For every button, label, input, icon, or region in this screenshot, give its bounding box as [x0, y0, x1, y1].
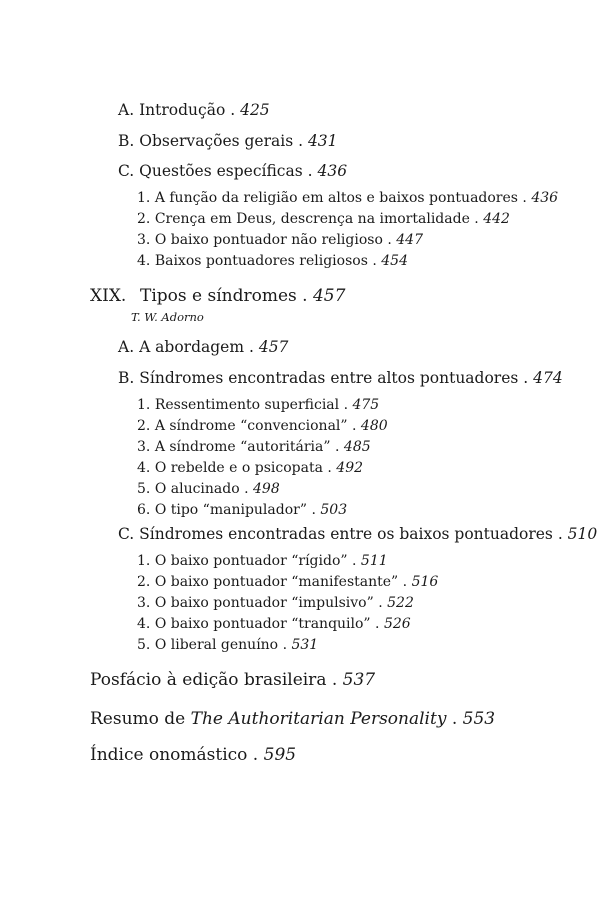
separator: . — [552, 525, 568, 543]
section-title: Síndromes encontradas entre os baixos pontuadores — [139, 525, 553, 543]
toc-entry-subsection — [137, 398, 379, 412]
page-number: 425 — [240, 101, 270, 119]
toc-entry-section — [118, 103, 270, 119]
subsection-title: O rebelde e o psicopata — [154, 460, 323, 476]
page-number: 480 — [360, 418, 388, 434]
subsection-number: 6. — [137, 502, 151, 518]
toc-entry-subsection — [137, 233, 423, 247]
chapter-author: T. W. Adorno — [131, 310, 204, 324]
page-number: 510 — [567, 525, 598, 543]
subsection-title: O baixo pontuador “impulsivo” — [154, 595, 374, 611]
subsection-number: 4. — [137, 460, 151, 476]
backmatter-title: Posfácio à edição brasileira — [90, 670, 327, 690]
separator: . — [244, 338, 259, 356]
toc-entry-subsection — [137, 191, 558, 205]
toc-entry-subsection — [137, 554, 388, 568]
subsection-number: 2. — [137, 418, 151, 434]
page-number: 498 — [253, 481, 280, 497]
section-title: Observações gerais — [139, 132, 294, 150]
section-title: Síndromes encontradas entre altos pontuadores — [139, 369, 519, 387]
separator: . — [469, 211, 484, 227]
separator: . — [293, 132, 308, 150]
separator: . — [339, 397, 353, 413]
separator: . — [367, 253, 382, 269]
subsection-number: 1. — [137, 190, 151, 206]
toc-entry-subsection — [137, 419, 388, 433]
subsection-title: A função da religião em altos e baixos pontuadores — [154, 190, 518, 206]
separator: . — [278, 637, 292, 653]
separator: . — [307, 502, 321, 518]
subsection-number: 2. — [137, 211, 151, 227]
page-number: 492 — [336, 460, 364, 476]
toc-entry-subsection — [137, 596, 414, 610]
toc-entry-subsection — [137, 212, 510, 226]
page-number: 522 — [387, 595, 414, 611]
section-letter: B. — [118, 369, 135, 387]
separator: . — [370, 616, 384, 632]
section-letter: C. — [118, 162, 135, 180]
page-number: 475 — [352, 397, 380, 413]
separator: . — [398, 574, 412, 590]
separator: . — [247, 745, 264, 765]
toc-entry-subsection — [137, 503, 347, 517]
subsection-number: 4. — [137, 253, 151, 269]
subsection-number: 4. — [137, 616, 151, 632]
page-number: 454 — [381, 253, 408, 269]
section-title: Introdução — [139, 101, 226, 119]
toc-entry-subsection — [137, 575, 438, 589]
page-number: 595 — [263, 745, 297, 765]
toc-entry-subsection — [137, 254, 408, 268]
separator: . — [302, 162, 318, 180]
subsection-title: O baixo pontuador “rígido” — [154, 553, 348, 569]
subsection-number: 3. — [137, 232, 151, 248]
subsection-title: Baixos pontuadores religiosos — [154, 253, 368, 269]
subsection-title: A síndrome “autoritária” — [154, 439, 331, 455]
separator: . — [382, 232, 397, 248]
toc-entry-subsection — [137, 440, 371, 454]
subsection-title: O baixo pontuador não religioso — [154, 232, 383, 248]
section-letter: A. — [118, 338, 135, 356]
page-number: 436 — [531, 190, 559, 206]
section-letter: C. — [118, 525, 135, 543]
page-number: 457 — [258, 338, 289, 356]
page-number: 431 — [307, 132, 338, 150]
separator: . — [296, 286, 313, 306]
section-letter: A. — [118, 101, 135, 119]
separator: . — [518, 369, 534, 387]
separator: . — [373, 595, 388, 611]
separator: . — [446, 709, 463, 729]
separator: . — [347, 553, 361, 569]
backmatter-title: Resumo de — [90, 709, 191, 729]
toc-entry-subsection — [137, 482, 280, 496]
page-number: 442 — [483, 211, 510, 227]
section-title: A abordagem — [139, 338, 245, 356]
page-number: 447 — [396, 232, 423, 248]
subsection-title: O tipo “manipulador” — [154, 502, 308, 518]
page-number: 516 — [411, 574, 439, 590]
toc-entry-section — [118, 527, 597, 543]
backmatter-title: Índice onomástico — [90, 745, 248, 765]
separator: . — [326, 670, 343, 690]
subsection-number: 3. — [137, 439, 151, 455]
page-number: 457 — [312, 286, 346, 306]
page-number: 537 — [342, 670, 376, 690]
page-number: 526 — [383, 616, 411, 632]
separator: . — [322, 460, 337, 476]
subsection-title: A síndrome “convencional” — [154, 418, 348, 434]
toc-entry-subsection — [137, 617, 411, 631]
subsection-number: 1. — [137, 397, 151, 413]
subsection-title: Ressentimento superficial — [154, 397, 340, 413]
book-title: The Authoritarian Personality — [190, 709, 447, 729]
separator: . — [347, 418, 361, 434]
separator: . — [517, 190, 532, 206]
page-number: 531 — [291, 637, 319, 653]
subsection-number: 1. — [137, 553, 151, 569]
separator: . — [225, 101, 241, 119]
page-number: 436 — [317, 162, 348, 180]
toc-entry-chapter — [90, 288, 345, 305]
toc-entry-backmatter — [90, 747, 296, 764]
page-number: 511 — [360, 553, 388, 569]
page-number: 474 — [533, 369, 563, 387]
subsection-title: O alucinado — [154, 481, 240, 497]
subsection-number: 3. — [137, 595, 151, 611]
toc-entry-backmatter — [90, 672, 375, 689]
toc-entry-section — [118, 164, 347, 180]
page-number: 553 — [462, 709, 496, 729]
subsection-title: O baixo pontuador “tranquilo” — [154, 616, 371, 632]
chapter-title: Tipos e síndromes — [140, 286, 297, 306]
subsection-title: Crença em Deus, descrença na imortalidade — [154, 211, 470, 227]
toc-entry-backmatter — [90, 711, 495, 728]
section-letter: B. — [118, 132, 135, 150]
toc-entry-subsection — [137, 461, 363, 475]
subsection-title: O baixo pontuador “manifestante” — [154, 574, 399, 590]
chapter-number: XIX. — [90, 286, 127, 306]
separator: . — [330, 439, 344, 455]
subsection-number: 2. — [137, 574, 151, 590]
toc-entry-subsection — [137, 638, 318, 652]
toc-entry-section — [118, 134, 338, 150]
subsection-number: 5. — [137, 637, 151, 653]
toc-entry-section — [118, 371, 563, 387]
separator: . — [239, 481, 254, 497]
page-number: 485 — [343, 439, 371, 455]
subsection-number: 5. — [137, 481, 151, 497]
section-title: Questões específicas — [139, 162, 303, 180]
page-number: 503 — [320, 502, 348, 518]
subsection-title: O liberal genuíno — [154, 637, 279, 653]
toc-entry-section — [118, 340, 288, 356]
